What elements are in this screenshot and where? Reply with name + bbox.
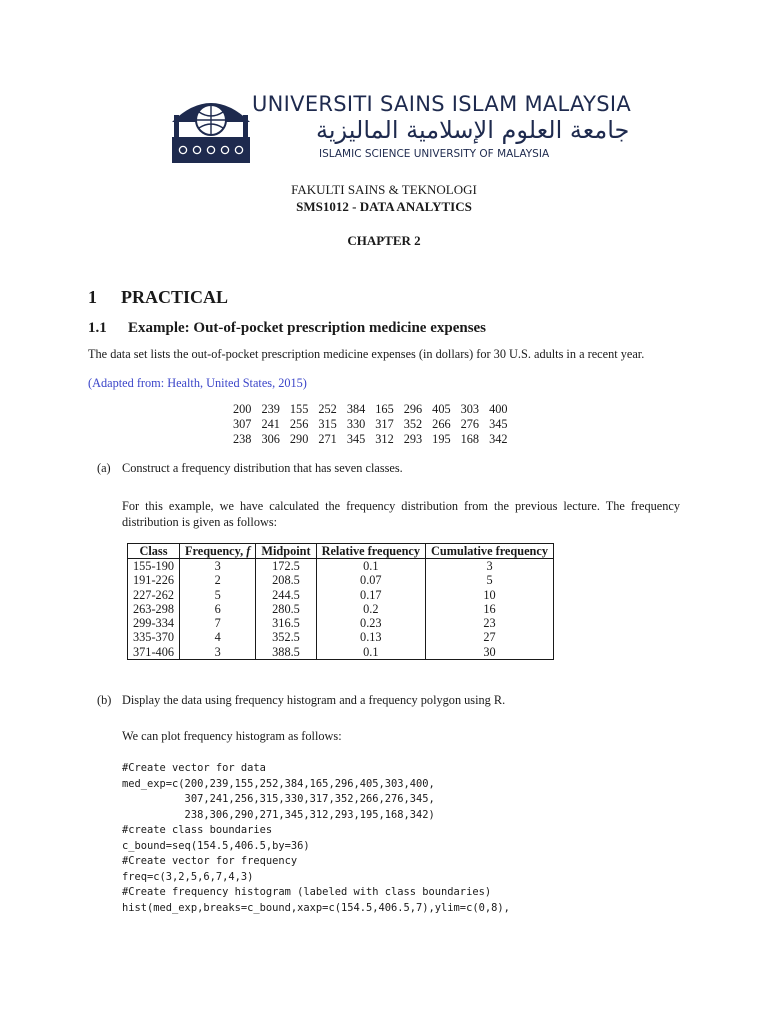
table-cell: 3 <box>180 645 256 660</box>
question-a-text: Construct a frequency distribution that has seven classes. <box>122 461 403 475</box>
table-cell: 0.1 <box>316 645 425 660</box>
frequency-symbol: f <box>246 544 251 558</box>
section-heading <box>88 287 228 308</box>
subsection-title: Example: Out-of-pocket prescription medicine expenses <box>128 320 487 336</box>
table-cell: 335-370 <box>128 630 180 644</box>
faculty-name: FAKULTI SAINS & TEKNOLOGI <box>291 182 477 197</box>
data-row <box>228 432 513 447</box>
data-cell: 239 <box>261 402 280 416</box>
data-cell: 293 <box>403 432 423 446</box>
frequency-intro-paragraph: For this example, we have calculated the frequency distribution from the previous lecture. The frequency distribution is given as follows: <box>122 499 680 529</box>
table-cell: 299-334 <box>128 616 180 630</box>
chapter-title: CHAPTER 2 <box>347 233 421 248</box>
table-cell: 0.1 <box>316 559 425 574</box>
table-row <box>128 588 554 602</box>
table-cell: 0.2 <box>316 602 425 616</box>
university-name: UNIVERSITI SAINS ISLAM MALAYSIA <box>252 92 631 116</box>
data-cell: 352 <box>403 417 423 431</box>
table-cell: 27 <box>426 630 554 644</box>
data-cell: 271 <box>318 432 337 446</box>
data-cell: 400 <box>489 402 508 416</box>
code-line: 238,306,290,271,345,312,293,195,168,342) <box>122 808 435 821</box>
data-cell: 317 <box>375 417 394 431</box>
table-row <box>128 630 554 644</box>
table-row <box>128 573 554 587</box>
table-cell: 208.5 <box>256 573 316 587</box>
data-cell: 306 <box>261 432 280 446</box>
university-name-arabic: جامعة العلوم الإسلامية الماليزية <box>316 116 630 144</box>
table-cell: 227-262 <box>128 588 180 602</box>
table-cell: 0.23 <box>316 616 425 630</box>
data-row <box>228 417 513 432</box>
university-logo <box>170 86 631 166</box>
code-line: 307,241,256,315,330,317,352,266,276,345, <box>122 793 435 805</box>
data-cell: 290 <box>289 432 309 446</box>
data-cell: 266 <box>432 417 451 431</box>
data-cell: 276 <box>460 417 480 431</box>
data-cell: 241 <box>261 417 280 431</box>
university-crest-icon <box>170 86 252 166</box>
data-cell: 315 <box>318 417 337 431</box>
table-cell: 2 <box>180 573 256 587</box>
data-cell: 165 <box>375 402 394 416</box>
data-row <box>228 402 513 417</box>
table-cell: 6 <box>180 602 256 616</box>
table-row <box>128 602 554 616</box>
table-cell: 30 <box>426 645 554 660</box>
table-cell: 0.07 <box>316 573 425 587</box>
table-cell: 10 <box>426 588 554 602</box>
frequency-table <box>127 543 554 660</box>
data-cell: 195 <box>432 432 451 446</box>
question-b <box>97 693 505 708</box>
table-cell: 280.5 <box>256 602 316 616</box>
data-cell: 252 <box>318 402 337 416</box>
table-cell: 191-226 <box>128 573 180 587</box>
table-row <box>128 645 554 660</box>
section-title: PRACTICAL <box>121 287 229 307</box>
data-cell: 296 <box>403 402 423 416</box>
data-cell: 342 <box>489 432 508 446</box>
section-number: 1 <box>88 287 97 307</box>
table-cell: 5 <box>180 588 256 602</box>
data-cell: 256 <box>289 417 309 431</box>
column-header: Relative frequency <box>316 544 425 559</box>
question-a-marker: (a) <box>97 461 111 475</box>
question-a <box>97 461 403 476</box>
table-cell: 172.5 <box>256 559 316 574</box>
table-cell: 371-406 <box>128 645 180 660</box>
data-cell: 307 <box>233 417 252 431</box>
table-cell: 5 <box>426 573 554 587</box>
subsection-heading <box>88 320 486 337</box>
table-cell: 0.17 <box>316 588 425 602</box>
histogram-intro: We can plot frequency histogram as follows: <box>122 729 342 743</box>
code-line: #Create vector for frequency <box>122 855 298 867</box>
table-cell: 352.5 <box>256 630 316 644</box>
data-cell: 330 <box>346 417 366 431</box>
code-line: #Create frequency histogram (labeled with class boundaries) <box>122 886 492 898</box>
code-line: freq=c(3,2,5,6,7,4,3) <box>122 870 254 883</box>
table-cell: 3 <box>180 559 256 574</box>
table-row <box>128 559 554 574</box>
code-line: c_bound=seq(154.5,406.5,by=36) <box>122 839 310 852</box>
column-header: Class <box>128 544 180 559</box>
table-cell: 7 <box>180 616 256 630</box>
code-line: hist(med_exp,breaks=c_bound,xaxp=c(154.5,406.5,7),ylim=c(0,8), <box>122 901 510 914</box>
data-cell: 168 <box>460 432 480 446</box>
code-line: #create class boundaries <box>122 824 273 836</box>
data-cell: 405 <box>432 402 451 416</box>
data-cell: 345 <box>346 432 366 446</box>
table-cell: 388.5 <box>256 645 316 660</box>
column-header: Midpoint <box>256 544 316 559</box>
data-cell: 238 <box>233 432 252 446</box>
table-cell: 155-190 <box>128 559 180 574</box>
r-code-block <box>122 761 510 916</box>
table-row <box>128 616 554 630</box>
raw-data-table <box>228 402 513 447</box>
data-cell: 384 <box>346 402 366 416</box>
question-b-text: Display the data using frequency histogram and a frequency polygon using R. <box>122 693 506 707</box>
table-cell: 3 <box>426 559 554 574</box>
subsection-number: 1.1 <box>88 320 107 336</box>
course-title: SMS1012 - DATA ANALYTICS <box>296 199 472 214</box>
intro-paragraph: The data set lists the out-of-pocket prescription medicine expenses (in dollars) for 30 U.S. adults in a recent year. <box>88 347 645 361</box>
citation: (Adapted from: Health, United States, 2015) <box>88 376 307 390</box>
question-b-marker: (b) <box>97 693 112 707</box>
data-cell: 200 <box>233 402 252 416</box>
table-cell: 263-298 <box>128 602 180 616</box>
data-cell: 345 <box>489 417 508 431</box>
column-header: Cumulative frequency <box>426 544 554 559</box>
code-line: #Create vector for data <box>122 762 266 774</box>
table-cell: 316.5 <box>256 616 316 630</box>
table-cell: 4 <box>180 630 256 644</box>
table-cell: 0.13 <box>316 630 425 644</box>
data-cell: 303 <box>460 402 480 416</box>
table-cell: 16 <box>426 602 554 616</box>
table-cell: 23 <box>426 616 554 630</box>
code-line: med_exp=c(200,239,155,252,384,165,296,405,303,400, <box>122 777 435 790</box>
university-name-english: ISLAMIC SCIENCE UNIVERSITY OF MALAYSIA <box>319 148 550 160</box>
data-cell: 312 <box>375 432 394 446</box>
table-cell: 244.5 <box>256 588 316 602</box>
data-cell: 155 <box>289 402 309 416</box>
column-header: Frequency, f <box>180 544 256 559</box>
